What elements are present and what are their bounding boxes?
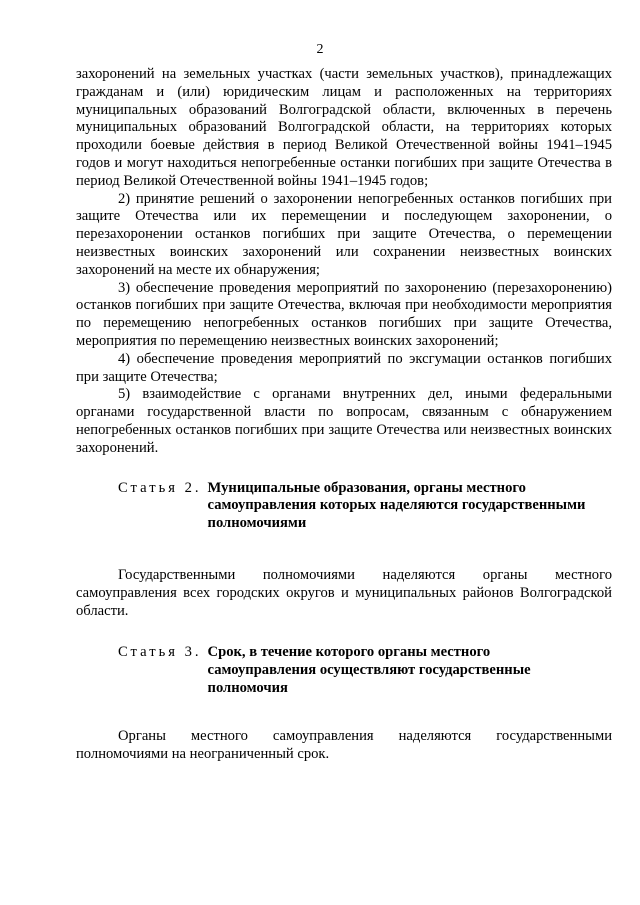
article-2-heading [118, 480, 612, 533]
page-number: 2 [316, 42, 324, 57]
article-3-heading [118, 644, 612, 697]
list-item-4: 4) обеспечение проведения мероприятий по эксгумации останков погибших при защите Отечества; [76, 350, 612, 385]
article-2-title-line: самоуправления которых наделяются государственными [207, 497, 586, 514]
paragraph-continuation: захоронений на земельных участках (части земельных участков), принадлежащих гражданам и (или) юридическим лицам и расположенных на территориях муниципальных образований Волгоградской области, включенных в перечень муниципальных образований Волгоградской области, на территориях которых проходили боевые действия в период Великой Отечественной войны 1941–1945 годов и могут находиться непогребенные останки погибших при защите Отечества в период Великой Отечественной войны 1941–1945 годов; [76, 66, 612, 189]
article-2-title-line: Муниципальные образования, органы местного [207, 479, 526, 496]
article-3-title-line: самоуправления осуществляют государственные [207, 662, 531, 679]
list-item-2: 2) принятие решений о захоронении непогребенных останков погибших при защите Отечества или их перемещении и последующем захоронении, о перезахоронении останков погибших при защите Отечества, о перемещении неизвестных воинских захоронений или сохранении неизвестных воинских захоронений на месте их обнаружения; [76, 190, 612, 278]
article-3-title-line: полномочия [207, 679, 288, 696]
article-3-label: Статья 3. [118, 644, 202, 661]
article-3-text: Органы местного самоуправления наделяются государственными полномочиями на неограниченный срок. [76, 727, 612, 762]
list-item-5: 5) взаимодействие с органами внутренних дел, иными федеральными органами государственной власти по вопросам, связанным с обнаружением непогребенных останков погибших при защите Отечества или неизвестных воинских захоронений. [76, 386, 612, 456]
document-body [76, 66, 612, 763]
article-2-title [208, 480, 608, 533]
article-2-label: Статья 2. [118, 479, 202, 496]
article-3-title [208, 644, 608, 697]
list-item-3: 3) обеспечение проведения мероприятий по захоронению (перезахоронению) останков погибших при защите Отечества, включая при необходимости мероприятия по перемещению непогребенных останков погибших при защите Отечества, мероприятия по перемещению неизвестных воинских захоронений; [76, 279, 612, 349]
article-3-title-line: Срок, в течение которого органы местного [207, 644, 491, 661]
article-2-title-line: полномочиями [207, 515, 307, 532]
article-2-text: Государственными полномочиями наделяются органы местного самоуправления всех городских округов и муниципальных районов Волгоградской области. [76, 566, 612, 619]
